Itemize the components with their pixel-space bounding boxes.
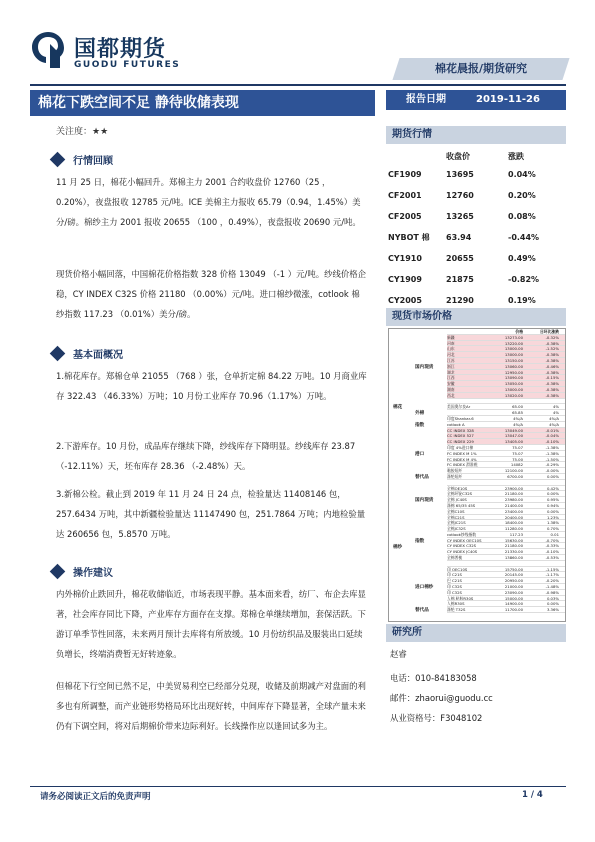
- table-cell: -0.46%: [545, 363, 559, 369]
- table-cell: 21875: [446, 275, 474, 284]
- table-cell: 1.38%: [546, 520, 559, 526]
- table-row: [388, 248, 566, 269]
- paragraph: 3.新棉公检。截止到 2019 年 11 月 24 日 24 点，检验量达 11408146 包，257.6434 万吨，其中新疆检验量达 11147490 包，251.7864 万吨；内地检验量达 260656 包，5.8570 万吨。: [56, 489, 366, 539]
- spot-category-label: 棉纱: [393, 544, 403, 550]
- table-cell: 黏胶短纤: [447, 468, 463, 473]
- table-cell: 山东: [447, 346, 455, 352]
- table-cell: -0.44%: [508, 233, 540, 242]
- table-cell: 0.95%: [546, 497, 559, 503]
- header-divider: [30, 84, 566, 86]
- table-row: [447, 607, 565, 613]
- table-cell: NYBOT 棉: [388, 233, 430, 242]
- table-cell: FC INDEX M 4%: [447, 456, 477, 462]
- table-cell: [489, 561, 523, 566]
- table-cell: -0.04%: [545, 433, 559, 439]
- table-cell: 13273.00: [504, 334, 523, 340]
- analyst-name: 赵睿: [390, 649, 407, 659]
- spot-price-table: [388, 328, 566, 622]
- table-cell: [523, 480, 561, 485]
- page-number: 1 / 4: [522, 790, 543, 800]
- table-cell: 63.94: [446, 233, 472, 242]
- diamond-bullet-icon: [50, 346, 66, 362]
- table-cell: -0.33%: [545, 543, 559, 549]
- table-cell: 全棉C10S: [447, 508, 465, 514]
- report-title: 棉花下跌空间不足 静待收储表现: [30, 90, 375, 116]
- table-cell: CC INDEX 229: [447, 439, 474, 444]
- table-cell: 全棉OE10S: [447, 485, 468, 491]
- table-cell: [523, 399, 561, 404]
- table-cell: 0.08%: [508, 212, 536, 221]
- table-cell: 全棉 JC40S: [447, 497, 467, 502]
- table-cell: CY2005: [388, 296, 422, 305]
- table-cell: 全棉C21S: [447, 514, 465, 520]
- analyst-phone: 电话：010-84183058: [390, 673, 477, 683]
- paragraph: 内外棉价止跌回升，棉花收储临近，市场表现平静。基本面来看，纺厂、布企去库显著，社会库存同比下降，产业库存方面存在支撑。郑棉仓单继续增加，套保活跃。下游订单季节性回落，未来两月预计去库将有所放缓。10 月份纺织品及服装出口延续负增长，终端消费暂无好转迹象。: [56, 589, 366, 659]
- analyst-email[interactable]: 邮件：zhaorui@guodu.cc: [390, 693, 493, 703]
- table-cell: -0.38%: [545, 340, 559, 346]
- table-cell: -1.38%: [545, 450, 559, 456]
- table-cell: -0.32%: [545, 334, 559, 340]
- table-cell: [489, 480, 523, 485]
- table-cell: -0.98%: [545, 589, 559, 595]
- spot-category-label: 指数: [415, 538, 425, 544]
- table-cell: cotlook纱线指数: [447, 531, 476, 537]
- table-cell: -0.82%: [508, 275, 540, 284]
- table-cell: 65.85: [512, 410, 523, 416]
- table-header-cell: 涨跌: [508, 151, 524, 161]
- table-cell: CY INDEX JC40S: [447, 549, 478, 555]
- table-cell: 65.00: [512, 404, 523, 410]
- table-cell: 13150.00: [504, 357, 523, 363]
- table-cell: 18400.00: [504, 520, 523, 526]
- table-cell: 0.04%: [508, 170, 536, 179]
- table-cell: 13090.00: [504, 375, 523, 381]
- paragraph: 1.棉花库存。郑棉仓单 21055 （768 ）张，仓单折定棉 84.22 万吨。10 月商业库存 322.43 （46.33%）万吨；10 月份工业库存 70.96（1.17%）万吨。: [56, 371, 367, 401]
- paragraph: 2.下游库存。10 月份，成品库存继续下降，纱线库存下降明显。纱线库存 23.87 （-12.11%）天，坯布库存 28.36 （-2.48%）天。: [56, 441, 356, 471]
- table-cell: 21400.00: [504, 502, 523, 508]
- table-cell: 涤棉 65/35 45S: [447, 502, 476, 508]
- table-cell: 13860.00: [504, 555, 523, 561]
- table-cell: 浙江: [447, 363, 455, 369]
- table-cell: -0.20%: [545, 578, 559, 584]
- table-cell: CF2005: [388, 212, 422, 221]
- table-cell: 15750.00: [504, 566, 523, 572]
- table-cell: 13695: [446, 170, 474, 179]
- table-cell: 21180.00: [504, 491, 523, 497]
- paragraph: 但棉花下行空间已然不足，中美贸易利空已经部分兑现，收储及前期减产对盘面的利多也有所调整，而产业链形势格局环比出现好转，中间库存下降显著，全球产量未来仍有下调空间，将对后期棉价带来边际利好。长线操作应以逢回试多为主。: [56, 681, 366, 731]
- spot-category-label: 国内现货: [415, 364, 434, 370]
- table-cell: -0.00%: [545, 468, 559, 474]
- table-cell: 13000.00: [504, 346, 523, 352]
- table-cell: 4%: [552, 410, 559, 416]
- table-cell: 0.42%: [546, 485, 559, 491]
- table-cell: 印度Shankar-6: [447, 415, 474, 421]
- table-header-cell: 价格: [515, 329, 523, 334]
- table-cell: CY1909: [388, 275, 422, 284]
- table-cell: 江苏: [447, 357, 455, 363]
- table-cell: 4%/A: [513, 421, 523, 427]
- logo-text-cn: 国都期货: [74, 37, 167, 62]
- table-cell: 13020.00: [504, 392, 523, 398]
- table-cell: 20655: [446, 254, 474, 263]
- table-cell: -0.38%: [545, 392, 559, 398]
- table-header-cell: [447, 329, 489, 334]
- table-row: [388, 269, 566, 290]
- table-cell: -0.38%: [545, 386, 559, 392]
- logo-text-en: GUODU FUTURES: [74, 60, 181, 70]
- table-cell: 全棉JC21S: [447, 520, 466, 526]
- table-cell: -0.01%: [545, 427, 559, 433]
- table-cell: 新疆: [447, 334, 455, 340]
- table-cell: 11280.00: [504, 526, 523, 532]
- table-cell: 20950.00: [504, 578, 523, 584]
- table-cell: [447, 561, 489, 566]
- table-cell: CY INDEX OEC10S: [447, 537, 482, 543]
- table-cell: -1.50%: [545, 456, 559, 462]
- table-cell: 0.94%: [546, 502, 559, 508]
- table-cell: 12760: [446, 191, 474, 200]
- table-cell: 安徽: [447, 381, 455, 386]
- table-cell: 14900.00: [504, 601, 523, 607]
- table-cell: -1.15%: [545, 566, 559, 572]
- table-cell: 湖北: [447, 369, 455, 375]
- table-cell: -0.15%: [545, 375, 559, 381]
- report-type-badge: 棉花晨报/期货研究: [392, 58, 569, 80]
- table-cell: -0.38%: [545, 352, 559, 358]
- table-cell: 13047.00: [504, 433, 523, 439]
- table-cell: 巴 C21S: [447, 578, 462, 584]
- table-cell: -1.17%: [545, 572, 559, 578]
- table-cell: [523, 561, 561, 566]
- table-cell: 13000.00: [504, 352, 523, 358]
- table-cell: 美国奥尔良Ar: [447, 404, 471, 410]
- table-cell: 13060.00: [504, 363, 523, 369]
- table-cell: FC INDEX 滑准税: [447, 462, 478, 468]
- table-cell: 河南: [447, 340, 455, 346]
- table-cell: 0.20%: [508, 191, 536, 200]
- diamond-bullet-icon: [50, 564, 66, 580]
- table-cell: cotlook A: [447, 421, 465, 427]
- table-cell: 人棉 粘胶R30S: [447, 595, 474, 601]
- table-cell: 13220.00: [504, 340, 523, 346]
- table-cell: CC INDEX 328: [447, 427, 474, 433]
- table-cell: 11700.00: [504, 607, 523, 613]
- table-cell: 117.23: [509, 531, 523, 537]
- table-header-row: [388, 148, 566, 164]
- table-cell: 西北: [447, 392, 455, 398]
- table-cell: 13265: [446, 212, 474, 221]
- table-cell: CF2001: [388, 191, 422, 200]
- table-cell: 0.00%: [546, 508, 559, 514]
- table-cell: 1.23%: [546, 514, 559, 520]
- table-cell: -0.53%: [545, 555, 559, 561]
- table-row: [388, 164, 566, 185]
- paragraph: 11 月 25 日，棉花小幅回升。郑棉主力 2001 合约收盘价 12760（25 ，0.20%），夜盘报收 12785 元/吨。ICE 美棉主力报收 65.79（0.94，1.45%）美分/磅。棉纱主力 2001 报收 20655 （100 ，0.49%），夜盘报收 20690 元/吨。: [56, 177, 361, 227]
- table-cell: 23900.00: [504, 485, 523, 491]
- table-cell: 印 C21S: [447, 572, 462, 578]
- table-cell: CY1910: [388, 254, 422, 263]
- report-date-label: 报告日期: [406, 94, 446, 105]
- table-cell: 0.03%: [546, 595, 559, 601]
- spot-category-label: 替代品: [415, 475, 429, 480]
- spot-category-label: 棉花: [393, 405, 403, 411]
- table-cell: 3.36%: [546, 607, 559, 613]
- table-cell: 21330.00: [504, 549, 523, 555]
- table-cell: 14082: [510, 462, 523, 468]
- table-cell: 21000.00: [504, 584, 523, 590]
- table-cell: -1.38%: [545, 444, 559, 450]
- table-cell: 4%/A: [549, 421, 559, 427]
- research-heading: 研究所: [386, 624, 566, 642]
- table-cell: 75.07: [512, 444, 523, 450]
- table-cell: 印 OEC10S: [447, 566, 468, 572]
- spot-category-label: 指数: [415, 422, 425, 428]
- table-cell: 23090.00: [504, 589, 523, 595]
- spot-category-label: 国内现货: [415, 498, 434, 504]
- table-cell: -0.10%: [545, 549, 559, 555]
- table-cell: 4%: [552, 404, 559, 410]
- research-info: [386, 624, 566, 723]
- spot-category-label: 外棉: [415, 411, 425, 417]
- table-cell: -0.70%: [545, 537, 559, 543]
- table-cell: 0.49%: [508, 254, 536, 263]
- table-row: [388, 227, 566, 248]
- table-cell: 4%/A: [549, 415, 559, 421]
- attention-rating: 关注度：★★: [56, 127, 109, 137]
- table-cell: 13405.00: [504, 439, 523, 445]
- table-cell: -0.10%: [545, 439, 559, 445]
- futures-heading: 期货行情: [386, 126, 566, 144]
- report-date: [386, 90, 566, 110]
- table-cell: 0.00%: [546, 601, 559, 607]
- table-cell: 75.00: [512, 456, 523, 462]
- table-cell: 人棉R30S: [447, 601, 465, 607]
- table-cell: 0.00%: [546, 473, 559, 479]
- table-cell: 全棉普梳: [447, 555, 463, 560]
- table-cell: 印度 4%进口棉: [447, 444, 474, 450]
- table-cell: 涤纶短纤: [447, 473, 463, 479]
- table-cell: -0.38%: [545, 357, 559, 363]
- table-cell: -0.29%: [545, 462, 559, 468]
- table-cell: 13050.00: [504, 381, 523, 387]
- table-cell: 13049.00: [504, 427, 523, 433]
- futures-table: [388, 148, 566, 311]
- table-cell: -0.38%: [545, 381, 559, 387]
- paragraph: 现货价格小幅回落，中国棉花价格指数 328 价格 13049 （-1 ）元/吨。纱线价格企稳，CY INDEX C32S 价格 21180 （0.00%）元/吨。进口棉纱微涨，cotlook 棉纱指数 117.23 （0.01%）美分/磅。: [56, 269, 366, 319]
- table-cell: 12100.00: [504, 468, 523, 474]
- table-cell: 12950.00: [504, 369, 523, 375]
- table-cell: 20145.00: [504, 572, 523, 578]
- table-cell: 23980.00: [504, 497, 523, 503]
- table-cell: 6700.00: [507, 473, 523, 479]
- table-header-cell: 收盘价: [446, 151, 470, 161]
- table-cell: 0.19%: [508, 296, 536, 305]
- table-cell: 15000.00: [504, 595, 523, 601]
- table-cell: 江西: [447, 375, 455, 381]
- table-cell: 23400.00: [504, 508, 523, 514]
- table-cell: 涤纶 T32S: [447, 607, 466, 613]
- spot-category-label: 替代品: [415, 608, 429, 614]
- table-cell: CC INDEX 527: [447, 433, 474, 439]
- spot-category-label: 港口: [415, 451, 425, 457]
- table-cell: 21290: [446, 296, 474, 305]
- table-cell: 20400.00: [504, 514, 523, 520]
- table-row: [388, 185, 566, 206]
- table-cell: [489, 399, 523, 404]
- guodu-logo-icon: [30, 30, 66, 70]
- table-cell: -0.38%: [545, 369, 559, 375]
- table-cell: 13000.00: [504, 386, 523, 392]
- analyst-license: 从业资格号：F3048102: [390, 713, 483, 723]
- spot-price-grid: [447, 329, 565, 613]
- logo: [30, 30, 190, 74]
- table-cell: 0.00%: [546, 491, 559, 497]
- report-date-value: 2019-11-26: [476, 94, 540, 105]
- table-cell: CF1909: [388, 170, 422, 179]
- table-header-cell: 日环比涨跌: [540, 329, 559, 334]
- spot-category-label: 进口棉纱: [415, 585, 434, 591]
- table-cell: 全棉JC32S: [447, 526, 466, 531]
- table-cell: 4%/A: [513, 415, 523, 421]
- table-cell: 河北: [447, 352, 455, 357]
- table-cell: -1.48%: [545, 584, 559, 590]
- table-cell: 75.07: [512, 450, 523, 456]
- spot-heading: 现货市场价格: [386, 308, 566, 326]
- table-cell: 全棉环锭C32S: [447, 491, 473, 497]
- table-cell: 15630.00: [504, 537, 523, 543]
- table-cell: [447, 410, 489, 415]
- table-cell: [447, 480, 489, 485]
- table-row: [388, 206, 566, 227]
- table-cell: CY INDEX C32S: [447, 543, 477, 549]
- section-heading-suggestion: 操作建议: [52, 564, 113, 579]
- table-cell: 0.70%: [546, 526, 559, 532]
- footer-disclaimer: 请务必阅读正文后的免责声明: [40, 792, 151, 802]
- diamond-bullet-icon: [50, 152, 66, 168]
- table-cell: -1.52%: [545, 346, 559, 352]
- table-cell: 21180.00: [504, 543, 523, 549]
- table-cell: [447, 399, 489, 404]
- footer-divider: [30, 786, 566, 787]
- table-cell: 湖南: [447, 386, 455, 392]
- section-heading-fundamentals: 基本面概况: [52, 346, 123, 361]
- table-cell: 印 C32S: [447, 584, 462, 589]
- section-heading-market-review: 行情回顾: [52, 152, 113, 167]
- table-cell: 印 C32S: [447, 589, 462, 595]
- table-cell: FC INDEX M 1%: [447, 450, 477, 456]
- table-cell: 0.01: [550, 531, 559, 537]
